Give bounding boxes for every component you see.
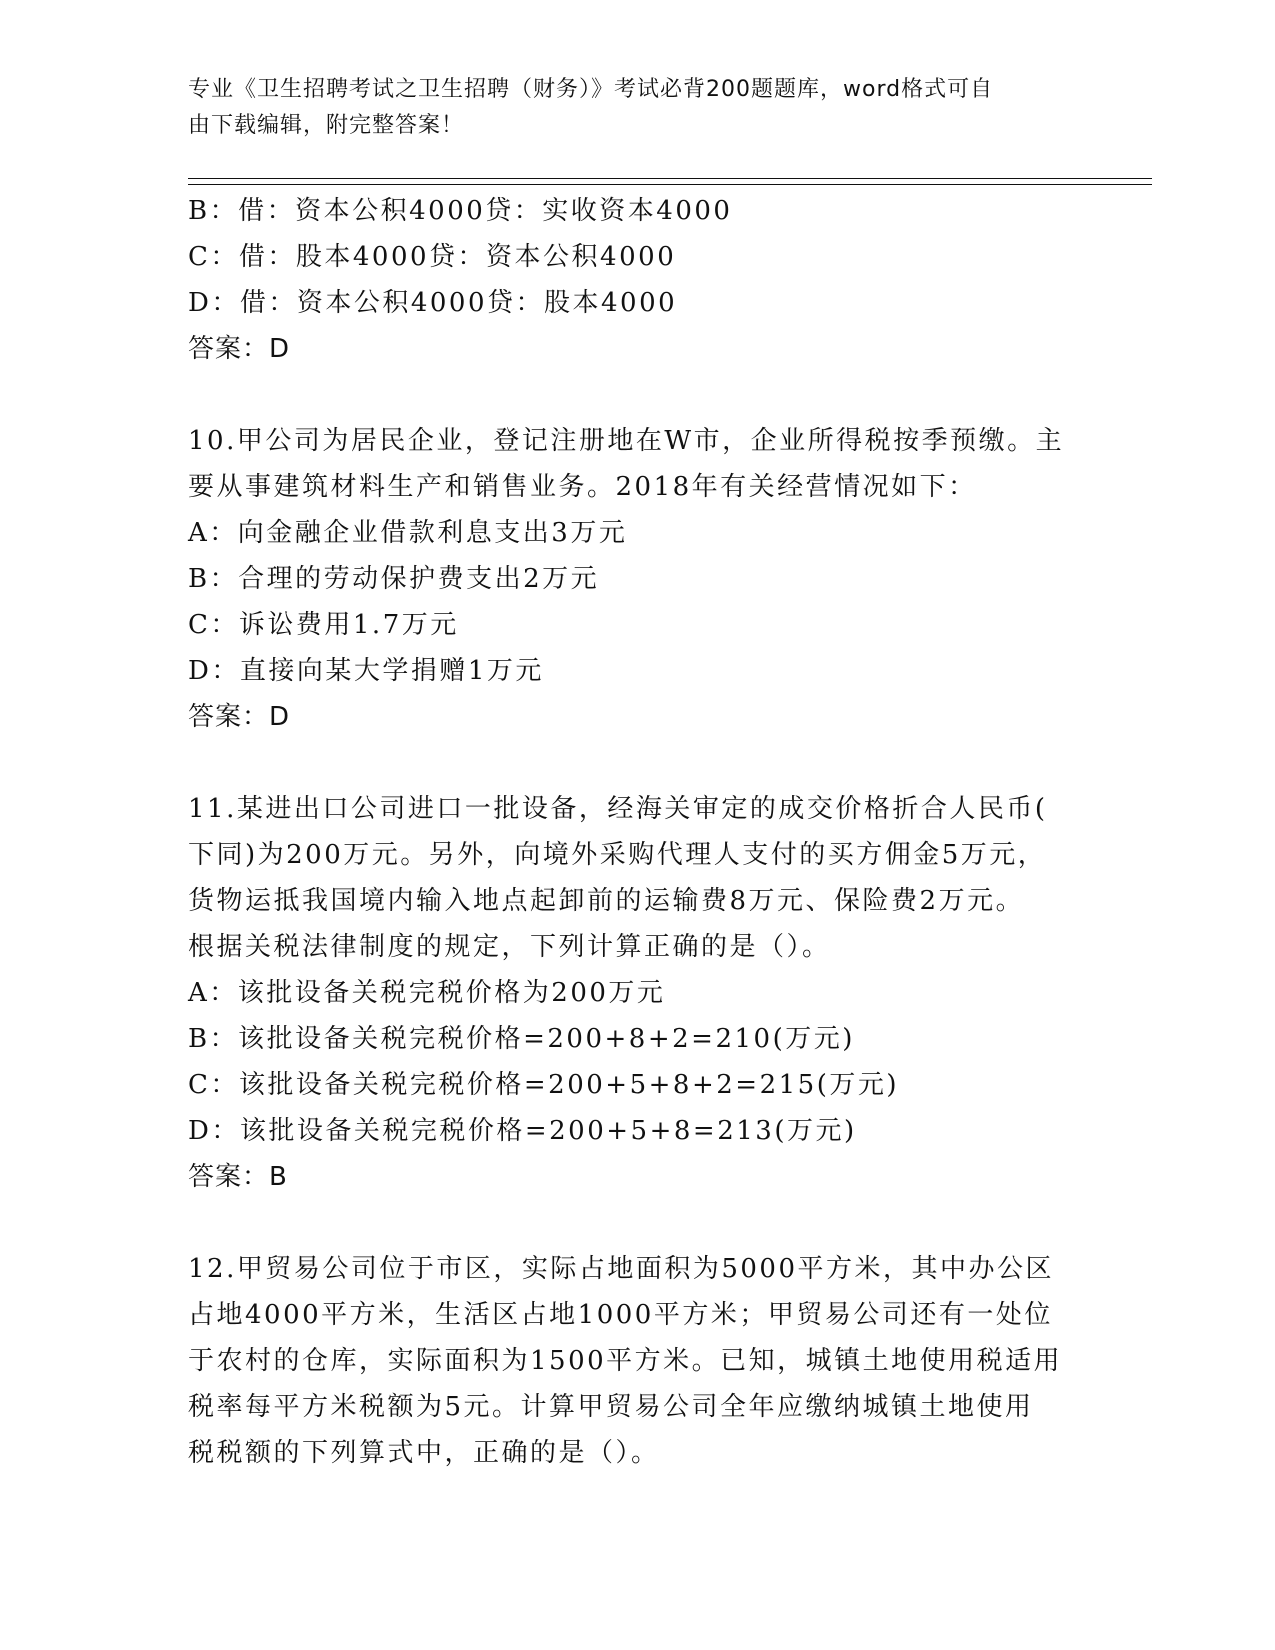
- question-11: [188, 786, 1088, 1200]
- option-b: B：合理的劳动保护费支出2万元: [188, 564, 600, 594]
- spacer: [188, 740, 1088, 786]
- answer: 答案：D: [188, 702, 291, 732]
- question-stem-line: 货物运抵我国境内输入地点起卸前的运输费8万元、保险费2万元。: [188, 886, 1025, 916]
- option-d: D：借：资本公积4000贷：股本4000: [188, 288, 678, 318]
- option-c: C：诉讼费用1.7万元: [188, 610, 459, 640]
- question-stem-line: 10.甲公司为居民企业，登记注册地在W市，企业所得税按季预缴。主: [188, 426, 1065, 456]
- document-header: [188, 72, 1068, 144]
- question-stem-line: 11.某进出口公司进口一批设备，经海关审定的成交价格折合人民币(: [188, 794, 1048, 824]
- question-stem-line: 12.甲贸易公司位于市区，实际占地面积为5000平方米，其中办公区: [188, 1254, 1055, 1284]
- option-a: A：该批设备关税完税价格为200万元: [188, 978, 666, 1008]
- option-d: D：该批设备关税完税价格=200+5+8=213(万元): [188, 1116, 857, 1146]
- spacer: [188, 372, 1088, 418]
- question-9: [188, 188, 1088, 372]
- question-stem-line: 税税额的下列算式中，正确的是（）。: [188, 1438, 660, 1468]
- question-stem-line: 下同)为200万元。另外，向境外采购代理人支付的买方佣金5万元，: [188, 840, 1047, 870]
- question-content: [188, 188, 1088, 1476]
- header-line-1: 专业《卫生招聘考试之卫生招聘（财务）》考试必背200题题库，word格式可自: [188, 77, 994, 102]
- option-c: C：借：股本4000贷：资本公积4000: [188, 242, 677, 272]
- answer: 答案：D: [188, 334, 291, 364]
- option-a: A：向金融企业借款利息支出3万元: [188, 518, 628, 548]
- option-d: D：直接向某大学捐赠1万元: [188, 656, 544, 686]
- question-stem-line: 于农村的仓库，实际面积为1500平方米。已知，城镇土地使用税适用: [188, 1346, 1063, 1376]
- question-stem-line: 根据关税法律制度的规定，下列计算正确的是（）。: [188, 932, 831, 962]
- question-12: [188, 1246, 1088, 1476]
- question-stem-line: 占地4000平方米，生活区占地1000平方米；甲贸易公司还有一处位: [188, 1300, 1053, 1330]
- answer: 答案：B: [188, 1162, 288, 1192]
- option-b: B：该批设备关税完税价格=200+8+2=210(万元): [188, 1024, 855, 1054]
- spacer: [188, 1200, 1088, 1246]
- question-10: [188, 418, 1088, 740]
- option-c: C：该批设备关税完税价格=200+5+8+2=215(万元): [188, 1070, 899, 1100]
- header-line-2: 由下载编辑，附完整答案！: [188, 113, 465, 138]
- question-stem-line: 税率每平方米税额为5元。计算甲贸易公司全年应缴纳城镇土地使用: [188, 1392, 1034, 1422]
- header-rule-bottom: [188, 184, 1152, 185]
- question-stem-line: 要从事建筑材料生产和销售业务。2018年有关经营情况如下：: [188, 472, 977, 502]
- header-rule-top: [188, 178, 1152, 179]
- option-b: B：借：资本公积4000贷：实收资本4000: [188, 196, 733, 226]
